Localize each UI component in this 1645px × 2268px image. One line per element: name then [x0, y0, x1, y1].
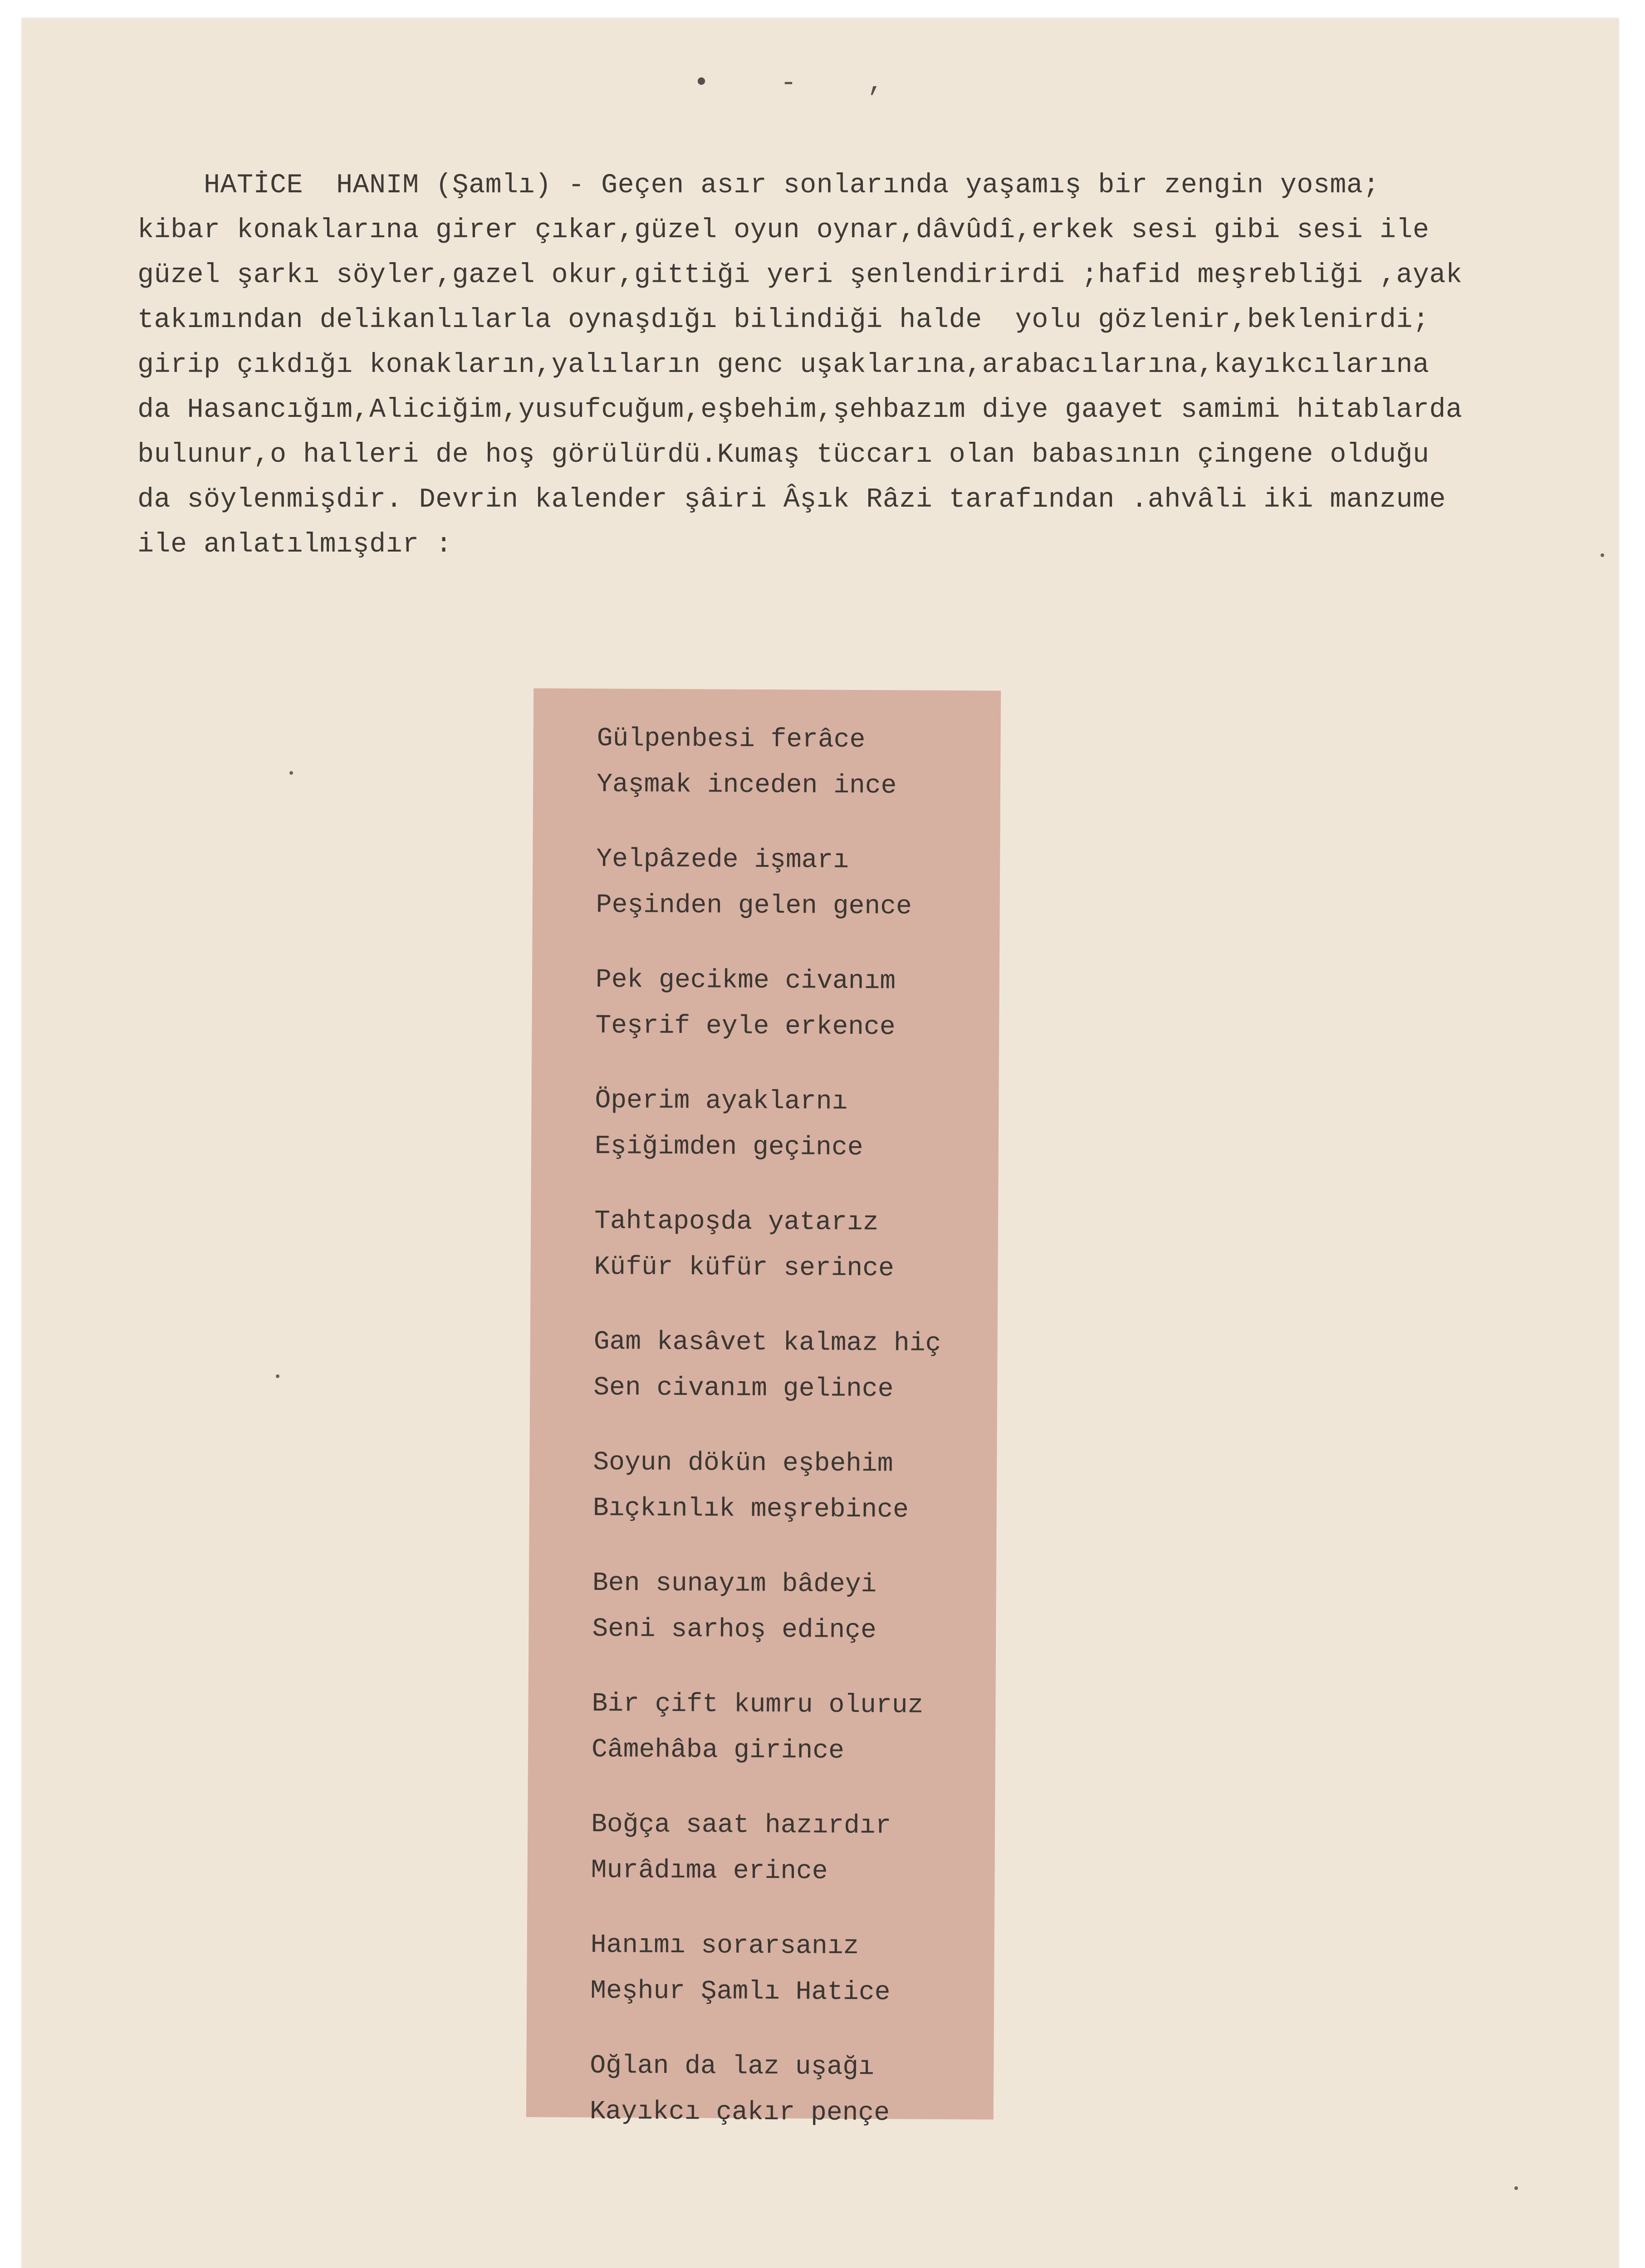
poem-stanza: [595, 957, 896, 1050]
poem-stanza: [596, 836, 912, 930]
document-page: [22, 18, 1619, 2268]
paragraph-line: ile anlatılmışdır :: [137, 529, 452, 560]
poem-line: Küfür küfür serince: [594, 1252, 895, 1284]
poem-line: Tahtapoşda yatarız: [594, 1207, 879, 1238]
poem-stanza: [593, 1319, 941, 1413]
paper-speck: [1514, 2186, 1518, 2190]
poem-line: Teşrif eyle erkence: [595, 1011, 896, 1042]
poem-stanza: [592, 1560, 877, 1653]
paragraph-line: girip çıkdığı konakların,yalıların genc uşaklarına,arabacılarına,kayıkcılarına: [137, 350, 1430, 381]
poem-line: Yelpâzede işmarı: [596, 845, 849, 875]
poem-line: Yaşmak inceden ince: [596, 770, 897, 801]
paragraph-line: takımından delikanlılarla oynaşdığı bilindiği halde yolu gözlenir,beklenirdi;: [137, 305, 1430, 336]
poem-line: Sen civanım gelince: [593, 1373, 894, 1404]
poem-line: Bıçkınlık meşrebince: [592, 1494, 909, 1525]
poem-line: Hanımı sorarsanız: [590, 1931, 859, 1962]
paragraph-line: da söylenmişdir. Devrin kalender şâiri Âşık Râzi tarafından .ahvâli iki manzume: [137, 484, 1446, 515]
poem-stanza: [590, 2043, 890, 2136]
poem-line: Gam kasâvet kalmaz hiç: [593, 1327, 941, 1359]
poem-stanza: [590, 1922, 891, 2015]
poem-stanza: [597, 716, 897, 809]
poem-line: Oğlan da laz uşağı: [590, 2051, 875, 2082]
paragraph-line: da Hasancığım,Aliciğim,yusufcuğum,eşbehim,şehbazım diye gaayet samimi hitablarda: [137, 395, 1463, 425]
poem-line: Bir çift kumru oluruz: [592, 1689, 924, 1721]
paragraph-line: kibar konaklarına girer çıkar,güzel oyun oynar,dâvûdî,erkek sesi gibi sesi ile: [137, 215, 1430, 246]
paper-speck: [289, 771, 293, 775]
poem-line: Pek gecikme civanım: [595, 965, 896, 997]
paragraph-line: bulunur,o halleri de hoş görülürdü.Kumaş tüccarı olan babasının çingene olduğu: [137, 440, 1430, 470]
poem-line: Soyun dökün eşbehim: [593, 1448, 893, 1479]
paper-speck: [1601, 553, 1604, 557]
poem-line: Câmehâba girince: [591, 1735, 845, 1766]
poem-line: Murâdıma erince: [591, 1856, 828, 1887]
poem-stanza: [594, 1198, 894, 1291]
poem-line: Seni sarhoş edinçe: [592, 1614, 877, 1646]
poem-stanza: [592, 1681, 924, 1774]
poem-line: Kayıkcı çakır pençe: [589, 2097, 890, 2128]
poem-line: Meşhur Şamlı Hatice: [590, 1976, 891, 2008]
paragraph-line: HATİCE HANIM (Şamlı) - Geçen asır sonlarında yaşamış bir zengin yosma;: [137, 170, 1380, 201]
poem-stanza: [591, 1802, 891, 1895]
poem-line: Ben sunayım bâdeyi: [592, 1569, 877, 1600]
poem-line: Öperim ayaklarnı: [595, 1086, 848, 1117]
poem-line: Boğça saat hazırdır: [591, 1810, 891, 1841]
poem-stanza: [595, 1078, 864, 1171]
poem-stanza: [593, 1440, 909, 1533]
poem-line: Eşiğimden geçince: [594, 1132, 863, 1163]
paper-speck: [276, 1374, 279, 1378]
poem-line: Gülpenbesi ferâce: [597, 724, 866, 755]
poem-line: Peşinden gelen gence: [596, 890, 912, 922]
page-marks: • - ,: [693, 68, 911, 99]
paragraph-line: güzel şarkı söyler,gazel okur,gittiği yeri şenlendirirdi ;hafid meşrebliği ,ayak: [137, 260, 1463, 291]
poem-clipping: [526, 688, 1001, 2128]
intro-paragraph: [137, 163, 1616, 567]
